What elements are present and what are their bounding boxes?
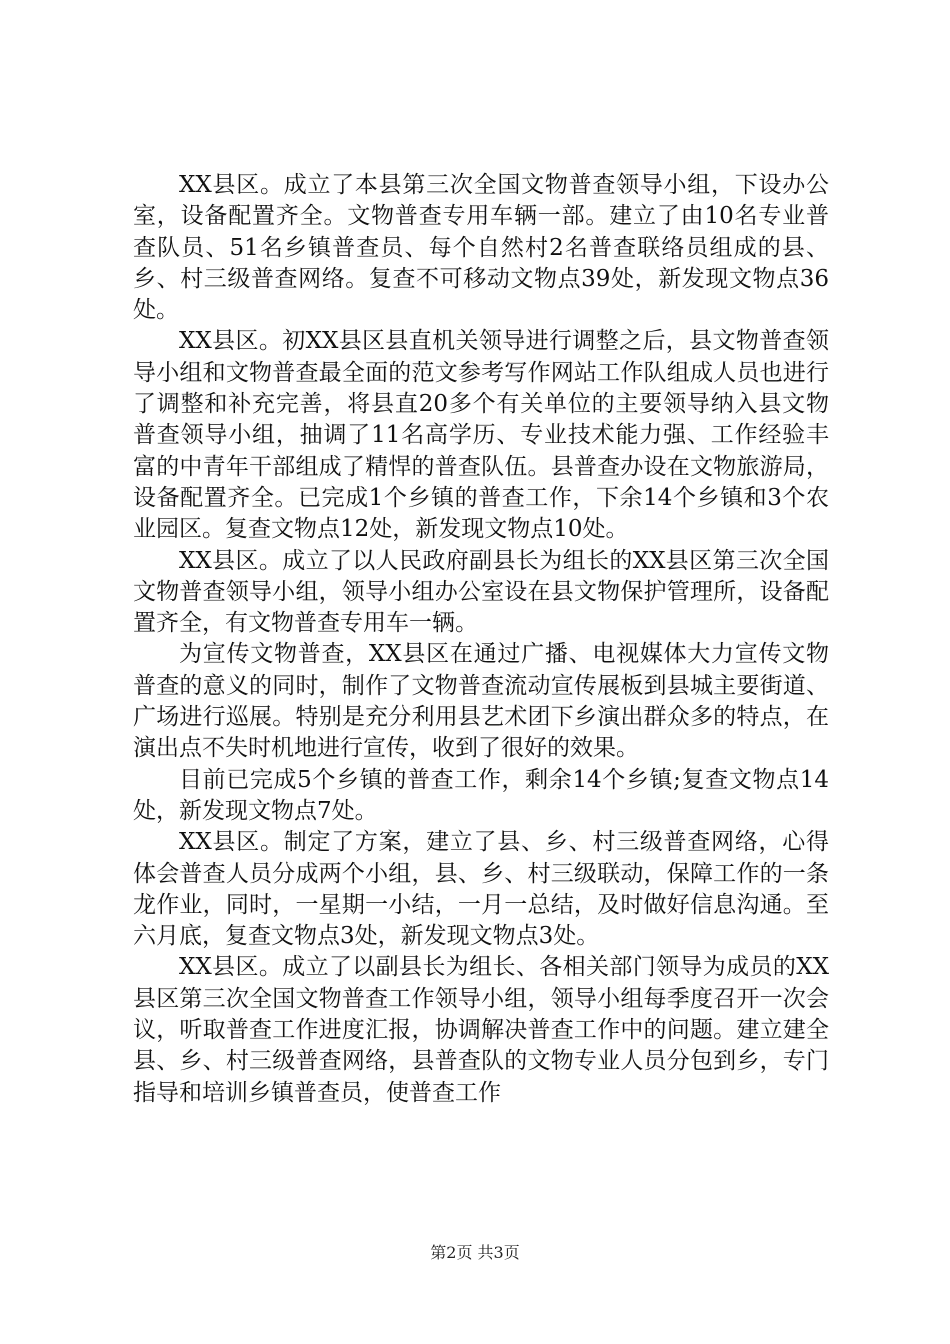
paragraph-4: 为宣传文物普查，XX县区在通过广播、电视媒体大力宣传文物普查的意义的同时，制作了文物普查流动宣传展板到县城主要街道、广场进行巡展。特别是充分利用县艺术团下乡演出群众多的特点，在演出点不失时机地进行宣传，收到了很好的效果。 [133,641,829,762]
paragraph-7: XX县区。成立了以副县长为组长、各相关部门领导为成员的XX县区第三次全国文物普查工作领导小组，领导小组每季度召开一次会议，听取普查工作进度汇报，协调解决普查工作中的问题。建立建全县、乡、村三级普查网络，县普查队的文物专业人员分包到乡，专门指导和培训乡镇普查员，使普查工作 [133,954,829,1106]
paragraph-1: XX县区。成立了本县第三次全国文物普查领导小组，下设办公室，设备配置齐全。文物普查专用车辆一部。建立了由10名专业普查队员、51名乡镇普查员、每个自然村2名普查联络员组成的县、乡、村三级普查网络。复查不可移动文物点39处，新发现文物点36处。 [133,172,829,324]
paragraph-3: XX县区。成立了以人民政府副县长为组长的XX县区第三次全国文物普查领导小组，领导小组办公室设在县文物保护管理所，设备配置齐全，有文物普查专用车一辆。 [133,547,829,637]
paragraph-2: XX县区。初XX县区县直机关领导进行调整之后，县文物普查领导小组和文物普查最全面的范文参考写作网站工作队组成人员也进行了调整和补充完善，将县直20多个有关单位的主要领导纳入县文物普查领导小组，抽调了11名高学历、专业技术能力强、工作经验丰富的中青年干部组成了精悍的普查队伍。县普查办设在文物旅游局，设备配置齐全。已完成1个乡镇的普查工作，下余14个乡镇和3个农业园区。复查文物点12处，新发现文物点10处。 [133,328,829,543]
document-body [133,170,829,1109]
paragraph-5: 目前已完成5个乡镇的普查工作，剩余14个乡镇;复查文物点14处，新发现文物点7处。 [133,766,829,824]
page-footer: 第2页 共3页 [430,1243,520,1262]
paragraph-6: XX县区。制定了方案，建立了县、乡、村三级普查网络，心得体会普查人员分成两个小组，县、乡、村三级联动，保障工作的一条龙作业，同时，一星期一小结，一月一总结，及时做好信息沟通。至六月底，复查文物点3处，新发现文物点3处。 [133,829,829,950]
